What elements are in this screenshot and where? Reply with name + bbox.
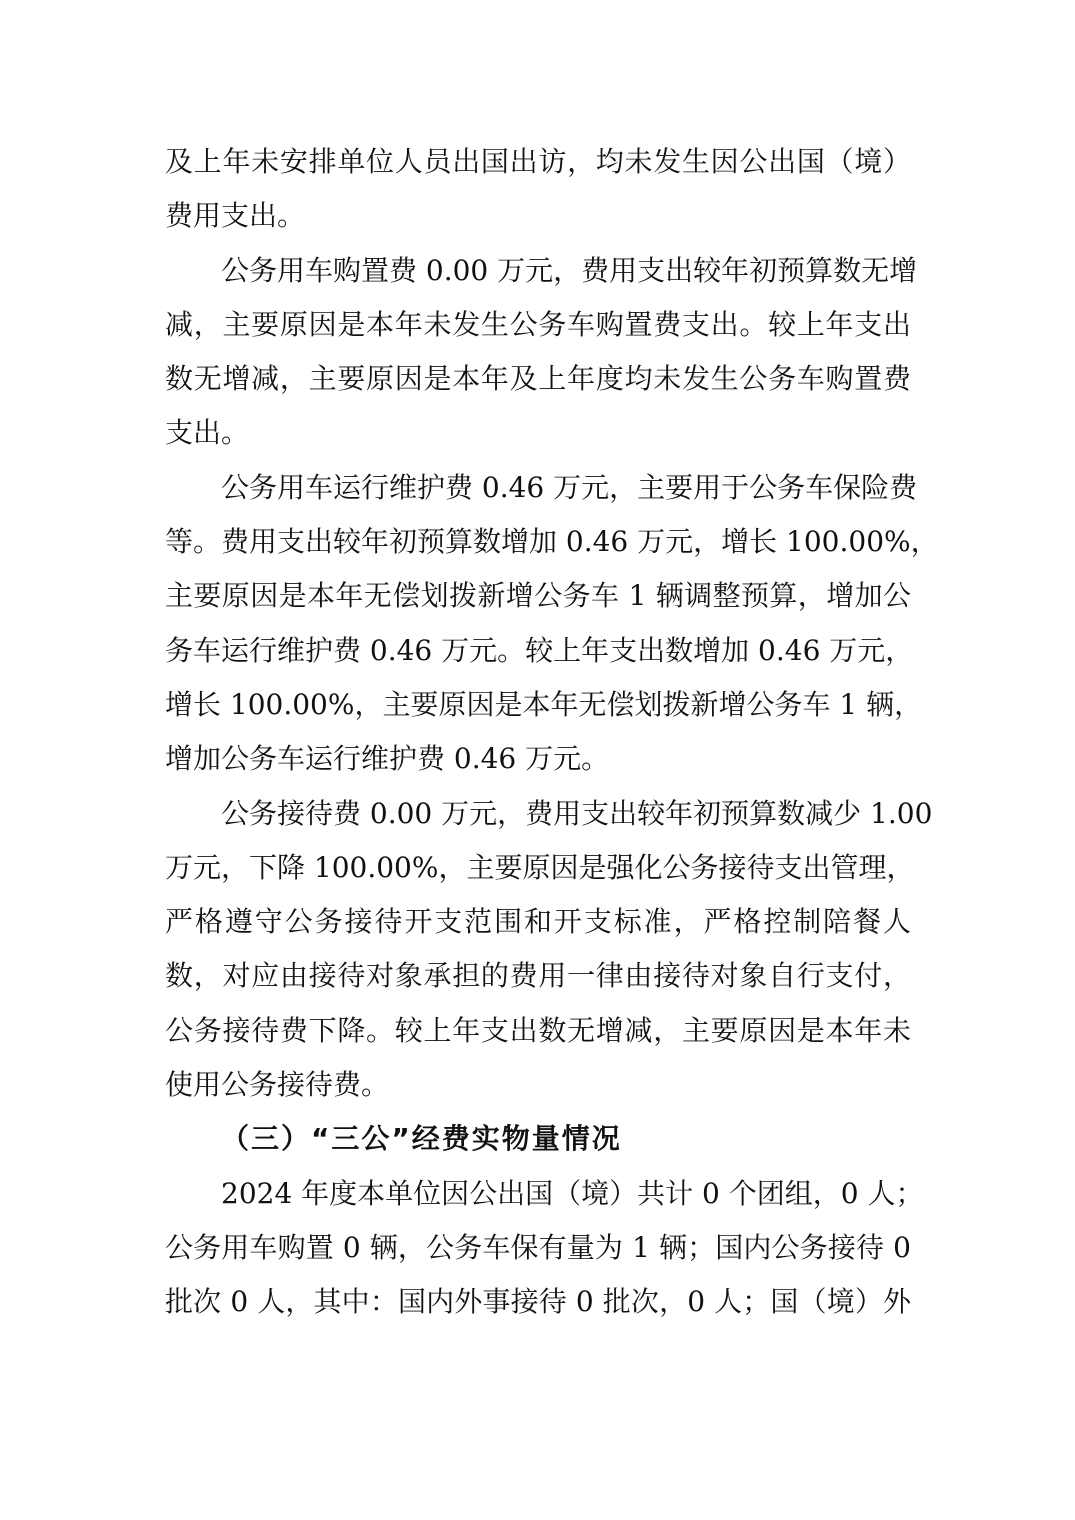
text-line: 及上年未安排单位人员出国出访，均未发生因公出国（境） <box>165 145 911 178</box>
text-line: 批次 0 人，其中：国内外事接待 0 批次，0 人；国（境）外 <box>165 1285 911 1319</box>
text-line: 公务用车购置费 0.00 万元，费用支出较年初预算数无增 <box>221 253 918 287</box>
text-line: 主要原因是本年无偿划拨新增公务车 1 辆调整预算，增加公 <box>165 579 911 613</box>
text-line: 万元，下降 100.00%，主要原因是强化公务接待支出管理， <box>165 850 915 884</box>
text-line: 2024 年度本单位因公出国（境）共计 0 个团组，0 人； <box>221 1176 924 1210</box>
paragraph-official-reception <box>165 787 933 1113</box>
text-line: 支出。 <box>165 416 250 450</box>
text-line: 费用支出。 <box>165 199 306 233</box>
text-line: 等。费用支出较年初预算数增加 0.46 万元，增长 100.00%， <box>165 525 939 559</box>
text-line: 公务接待费下降。较上年支出数无增减，主要原因是本年未 <box>165 1013 911 1047</box>
paragraph-outbound-travel <box>165 135 911 244</box>
text-line: 公务用车运行维护费 0.46 万元，主要用于公务车保险费 <box>221 470 918 504</box>
text-line: 公务用车购置 0 辆，公务车保有量为 1 辆；国内公务接待 0 <box>165 1230 911 1264</box>
text-line: 数，对应由接待对象承担的费用一律由接待对象自行支付， <box>165 959 911 993</box>
paragraph-vehicle-purchase <box>165 244 918 461</box>
text-line: 公务接待费 0.00 万元，费用支出较年初预算数减少 1.00 <box>221 796 933 830</box>
text-line: 使用公务接待费。 <box>165 1068 390 1102</box>
paragraph-physical-quantity <box>165 1167 924 1330</box>
text-line: 数无增减，主要原因是本年及上年度均未发生公务车购置费 <box>165 362 911 396</box>
text-line: 务车运行维护费 0.46 万元。较上年支出数增加 0.46 万元， <box>165 633 914 667</box>
text-line: 严格遵守公务接待开支范围和开支标准，严格控制陪餐人 <box>165 905 911 939</box>
text-line: 增长 100.00%，主要原因是本年无偿划拨新增公务车 1 辆， <box>165 687 923 721</box>
paragraph-vehicle-maintenance <box>165 461 939 787</box>
document-body <box>165 135 939 1330</box>
text-line: 减，主要原因是本年未发生公务车购置费支出。较上年支出 <box>165 307 911 341</box>
section-heading: （三）“三公”经费实物量情况 <box>221 1122 622 1156</box>
text-line: 增加公务车运行维护费 0.46 万元。 <box>165 742 610 776</box>
